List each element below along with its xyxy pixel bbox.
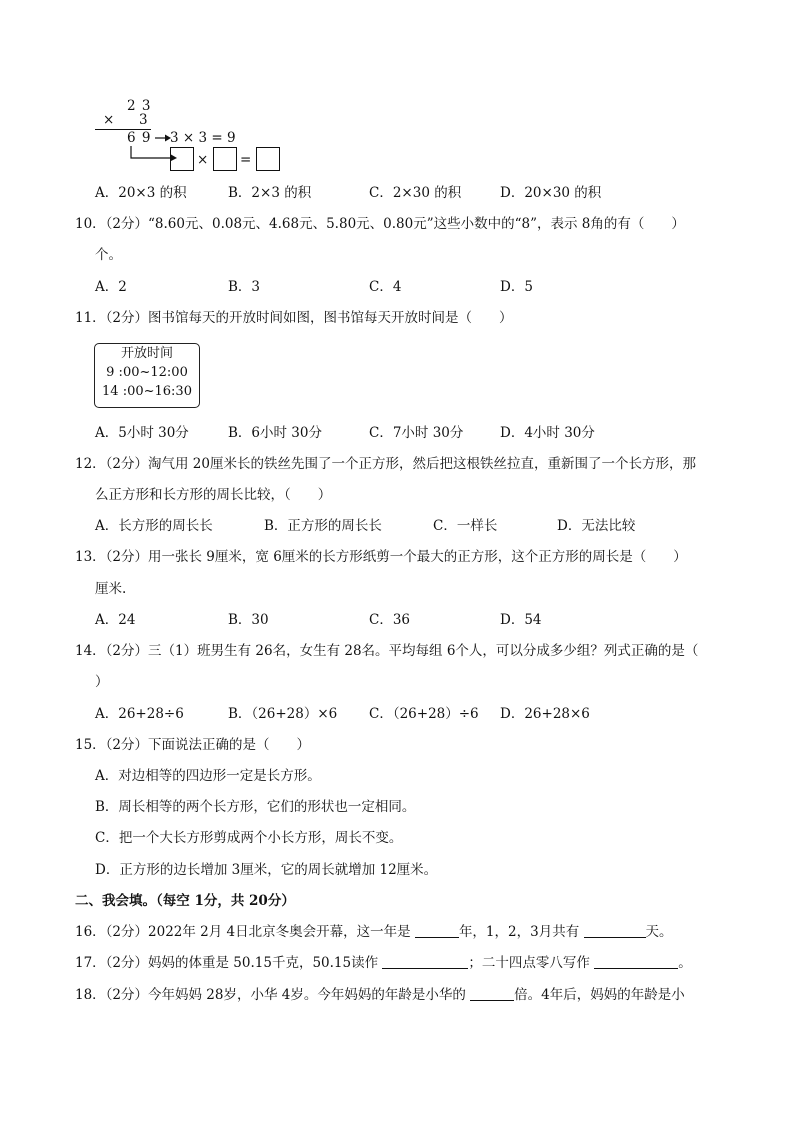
answer-box-2[interactable]: [213, 147, 237, 171]
q17-blank-write[interactable]: [594, 954, 678, 969]
q11-option-c[interactable]: C．7小时 30分: [369, 425, 464, 441]
answer-box-3[interactable]: [256, 147, 280, 171]
q16-blank-days[interactable]: [584, 923, 646, 938]
q12-option-b[interactable]: B．正方形的周长长: [264, 518, 382, 534]
q9-option-c[interactable]: C．2×30 的积: [369, 185, 462, 201]
q10-option-a[interactable]: A．2: [95, 279, 127, 295]
q9-option-d[interactable]: D．20×30 的积: [500, 185, 602, 201]
q11-option-a[interactable]: A．5小时 30分: [95, 425, 189, 441]
q16-part-b: 年，1，2，3月共有: [458, 924, 584, 940]
q17-part-b: ；二十四点零八写作: [468, 955, 595, 971]
q10-option-c[interactable]: C．4: [369, 279, 402, 295]
q11-text-line1: 11．（2分）图书馆每天的开放时间如图，图书馆每天开放时间是（ ）: [75, 310, 513, 326]
q12-option-a[interactable]: A．长方形的周长长: [95, 518, 213, 534]
q18-blank-times[interactable]: [470, 986, 514, 1001]
calc-note: 3 × 3 = 9: [170, 130, 236, 146]
q17-part-c: 。: [678, 955, 692, 971]
q18-text: [75, 986, 685, 1004]
section-heading: 二、我会填。（每空 1分，共 20分）: [75, 893, 295, 909]
q17-part-a: 17．（2分）妈妈的体重是 50.15千克，50.15读作: [75, 955, 383, 971]
q15-option-c[interactable]: C．把一个大长方形剪成两个小长方形，周长不变。: [95, 830, 403, 846]
q18-part-a: 18．（2分）今年妈妈 28岁，小华 4岁。今年妈妈的年龄是小华的: [75, 987, 471, 1003]
q13-option-a[interactable]: A．24: [95, 612, 136, 628]
q13-text-line1: 13．（2分）用一张长 9厘米，宽 6厘米的长方形纸剪一个最大的正方形，这个正方形的周长是（ ）: [75, 549, 687, 565]
q14-option-c[interactable]: C．（26+28）÷6: [369, 706, 479, 722]
sign-row-2: 14 :00~16:30: [102, 384, 192, 399]
q10-text-line2: 个。: [95, 247, 122, 263]
q10-option-b[interactable]: B．3: [228, 279, 261, 295]
q13-text-line2: 厘米.: [95, 581, 127, 597]
q12-option-d[interactable]: D．无法比较: [557, 518, 636, 534]
opening-hours-sign: [94, 343, 200, 408]
q12-text-line2: 么正方形和长方形的周长比较，（ ）: [95, 487, 332, 503]
q13-option-c[interactable]: C．36: [369, 612, 411, 628]
q11-option-b[interactable]: B．6小时 30分: [228, 425, 322, 441]
q15-text-line1: 15．（2分）下面说法正确的是（ ）: [75, 737, 311, 753]
q16-text: [75, 923, 673, 941]
q13-option-d[interactable]: D．54: [500, 612, 542, 628]
calc-top-number: 2 3: [127, 98, 152, 114]
q10-option-d[interactable]: D．5: [500, 279, 533, 295]
q14-text-line1: 14．（2分）三（1）班男生有 26名，女生有 28名。平均每组 6个人，可以分成多少组？列式正确的是（: [75, 643, 699, 659]
q9-option-a[interactable]: A．20×3 的积: [95, 185, 187, 201]
q15-option-d[interactable]: D．正方形的边长增加 3厘米，它的周长就增加 12厘米。: [95, 862, 438, 878]
q14-text-line2: ）: [95, 674, 109, 690]
q16-blank-year[interactable]: [415, 923, 459, 938]
calc-multiplier: 3: [139, 112, 148, 128]
q14-option-b[interactable]: B．（26+28）×6: [228, 706, 338, 722]
q12-option-c[interactable]: C．一样长: [433, 518, 498, 534]
q9-option-b[interactable]: B．2×3 的积: [228, 185, 312, 201]
q16-part-c: 天。: [645, 924, 673, 940]
sign-row-1: 9 :00~12:00: [106, 365, 188, 380]
q15-option-b[interactable]: B．周长相等的两个长方形，它们的形状也一定相同。: [95, 799, 416, 815]
q17-blank-read[interactable]: [382, 954, 468, 969]
q16-part-a: 16．（2分）2022年 2月 4日北京冬奥会开幕，这一年是: [75, 924, 415, 940]
answer-box-1[interactable]: [170, 147, 194, 171]
calc-eq-sign: =: [240, 152, 252, 168]
q13-option-b[interactable]: B．30: [228, 612, 269, 628]
q11-option-d[interactable]: D．4小时 30分: [500, 425, 595, 441]
q12-text-line1: 12．（2分）淘气用 20厘米长的铁丝先围了一个正方形，然后把这根铁丝拉直，重新围了一个长方形，那: [75, 456, 696, 472]
q15-option-a[interactable]: A．对边相等的四边形一定是长方形。: [95, 768, 321, 784]
q14-option-d[interactable]: D．26+28×6: [500, 706, 590, 722]
q18-part-b: 倍。4年后，妈妈的年龄是小: [514, 987, 685, 1003]
calc-result: 6 9: [127, 130, 152, 146]
calc-x-sign: ×: [197, 152, 209, 168]
sign-title: 开放时间: [120, 346, 173, 361]
q14-option-a[interactable]: A．26+28÷6: [95, 706, 184, 722]
q17-text: [75, 954, 692, 972]
calc-times-sign: ×: [103, 112, 115, 128]
q10-text-line1: 10．（2分）“8.60元、0.08元、4.68元、5.80元、0.80元”这些小数中的“8”，表示 8角的有（ ）: [75, 216, 685, 232]
